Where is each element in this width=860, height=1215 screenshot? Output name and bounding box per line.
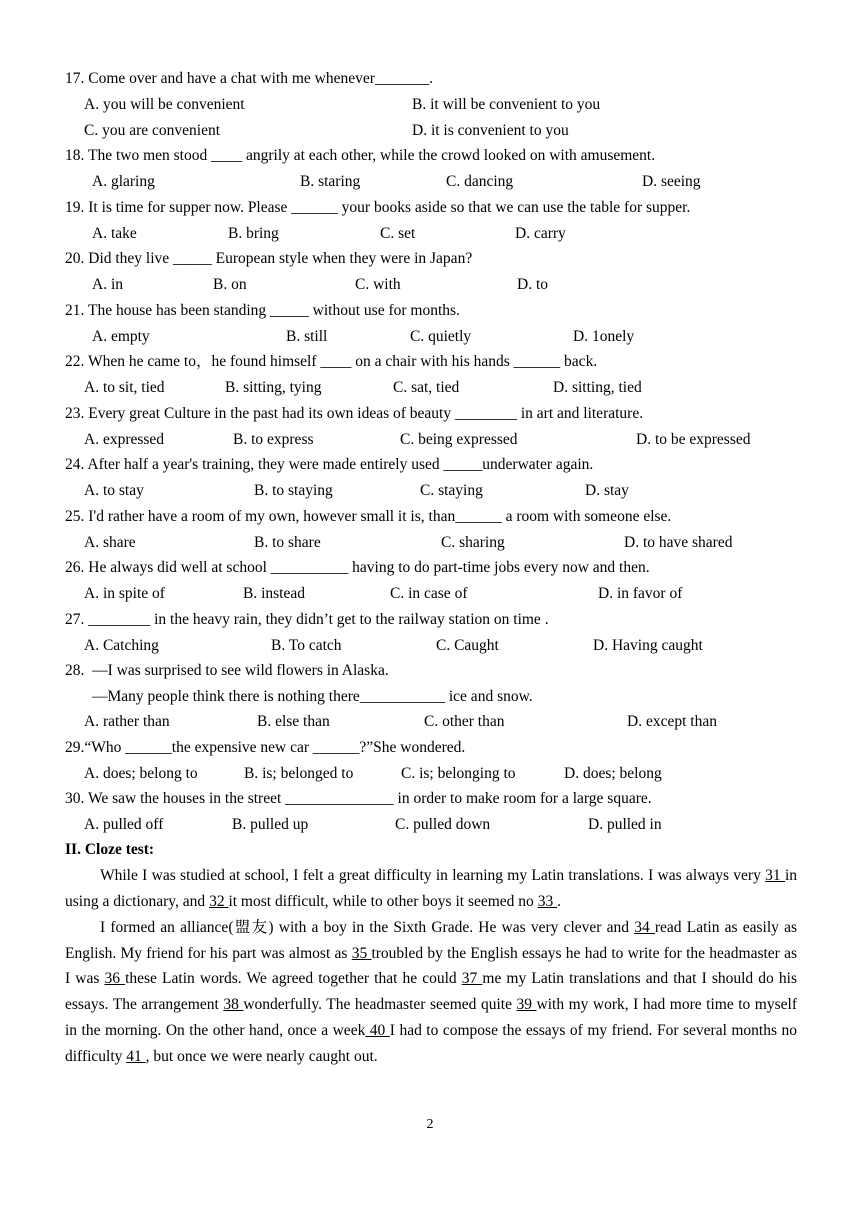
- cloze-heading: II. Cloze test:: [65, 841, 155, 858]
- question-22-stem: 22. When he came to，he found himself ____ on a chair with his hands ______ back.: [65, 353, 598, 370]
- question-18-stem: 18. The two men stood ____ angrily at each other, while the crowd looked on with amusement.: [65, 147, 656, 164]
- question-24-option-a: A. to stay: [84, 482, 144, 499]
- question-20-option-a: A. in: [92, 276, 123, 293]
- cloze-paragraph-2: [65, 915, 797, 1069]
- cloze-text: it most difficult, while to other boys it seemed no: [228, 892, 538, 910]
- cloze-text: I formed an alliance(盟友) with a boy in the Sixth Grade. He was very clever and: [100, 919, 635, 936]
- question-28-option-d: D. except than: [627, 713, 717, 730]
- cloze-text: read Latin as easily as English. My friend for his part was almost as: [65, 919, 798, 962]
- question-23-option-a: A. expressed: [84, 431, 165, 448]
- blank-32: 32: [209, 892, 229, 910]
- question-28-option-c: C. other than: [424, 713, 505, 730]
- cloze-text: troubled by the English essays he had to write for the headmaster as I was: [65, 944, 798, 988]
- question-26-option-c: C. in case of: [390, 585, 468, 602]
- question-19-option-b: B. bring: [228, 225, 279, 242]
- question-30-option-b: B. pulled up: [232, 816, 309, 833]
- question-17-option-b: B. it will be convenient to you: [412, 96, 601, 113]
- question-27-option-d: D. Having caught: [593, 637, 703, 654]
- question-25-option-c: C. sharing: [441, 534, 505, 551]
- cloze-text: in using a dictionary, and: [65, 867, 798, 910]
- question-28-stem: 28. —I was surprised to see wild flowers in Alaska.: [65, 662, 389, 679]
- cloze-text: wonderfully. The headmaster seemed quite: [243, 996, 517, 1014]
- cloze-text: , but once we were nearly caught out.: [145, 1047, 378, 1065]
- blank-37: 37: [461, 970, 483, 988]
- blank-33: 33: [537, 892, 558, 910]
- question-23-option-c: C. being expressed: [400, 431, 518, 448]
- question-18-option-d: D. seeing: [642, 173, 701, 190]
- question-17-option-d: D. it is convenient to you: [412, 122, 569, 139]
- question-28-option-b: B. else than: [257, 713, 330, 730]
- question-28-option-a: A. rather than: [84, 713, 170, 730]
- question-27-stem: 27. ________ in the heavy rain, they didn’t get to the railway station on time .: [65, 611, 549, 628]
- blank-39: 39: [516, 996, 537, 1014]
- cloze-text: While I was studied at school, I felt a great difficulty in learning my Latin translations. I was always very: [100, 867, 766, 884]
- page-number: 2: [426, 1117, 434, 1132]
- question-24-option-d: D. stay: [585, 482, 629, 499]
- question-25-option-b: B. to share: [254, 534, 321, 551]
- blank-36: 36: [104, 970, 126, 988]
- question-26-option-b: B. instead: [243, 585, 305, 602]
- question-29-option-d: D. does; belong: [564, 765, 662, 782]
- blank-31: 31: [765, 867, 785, 884]
- question-30-stem: 30. We saw the houses in the street ______________ in order to make room for a large square.: [65, 790, 652, 807]
- question-18-option-b: B. staring: [300, 173, 361, 190]
- question-21-option-c: C. quietly: [410, 328, 472, 345]
- question-19-option-a: A. take: [92, 225, 137, 242]
- question-20-option-b: B. on: [213, 276, 247, 293]
- question-18-option-c: C. dancing: [446, 173, 514, 190]
- question-30-option-c: C. pulled down: [395, 816, 491, 833]
- cloze-text: I had to compose the essays of my friend. For several months no difficulty: [65, 1021, 798, 1065]
- question-22-option-c: C. sat, tied: [393, 379, 460, 396]
- question-29-option-a: A. does; belong to: [84, 765, 198, 782]
- question-22-option-b: B. sitting, tying: [225, 379, 322, 396]
- question-27-option-a: A. Catching: [84, 637, 159, 654]
- question-17-option-a: A. you will be convenient: [84, 96, 245, 113]
- blank-41: 41: [126, 1047, 146, 1065]
- question-27-option-b: B. To catch: [271, 637, 342, 654]
- question-18-option-a: A. glaring: [92, 173, 155, 190]
- question-21-stem: 21. The house has been standing _____ without use for months.: [65, 302, 460, 319]
- question-24-stem: 24. After half a year's training, they were made entirely used _____underwater again.: [65, 456, 594, 473]
- question-17-option-c: C. you are convenient: [84, 122, 221, 139]
- question-19-option-d: D. carry: [515, 225, 566, 242]
- cloze-paragraph-1: [65, 863, 797, 914]
- question-26-option-d: D. in favor of: [598, 585, 683, 602]
- question-21-option-a: A. empty: [92, 328, 150, 345]
- question-21-option-b: B. still: [286, 328, 328, 345]
- question-28-stem-reply: —Many people think there is nothing there___________ ice and snow.: [92, 688, 533, 705]
- question-23-stem: 23. Every great Culture in the past had its own ideas of beauty ________ in art and literature.: [65, 405, 644, 422]
- question-19-option-c: C. set: [380, 225, 416, 242]
- blank-35: 35: [351, 944, 372, 962]
- question-26-option-a: A. in spite of: [84, 585, 165, 602]
- blank-34: 34: [634, 919, 655, 936]
- question-21-option-d: D. 1onely: [573, 328, 635, 345]
- question-20-stem: 20. Did they live _____ European style when they were in Japan?: [65, 250, 473, 267]
- cloze-text: these Latin words. We agreed together that he could: [125, 970, 462, 988]
- question-20-option-c: C. with: [355, 276, 401, 293]
- cloze-text: me my Latin translations and that I should do his essays. The arrangement: [65, 970, 797, 1014]
- question-26-stem: 26. He always did well at school __________ having to do part-time jobs every now and then.: [65, 559, 650, 576]
- question-24-option-c: C. staying: [420, 482, 483, 499]
- question-29-stem: 29.“Who ______the expensive new car ______?”She wondered.: [65, 739, 466, 756]
- question-30-option-a: A. pulled off: [84, 816, 164, 833]
- question-22-option-d: D. sitting, tied: [553, 379, 642, 396]
- question-17-stem: 17. Come over and have a chat with me whenever_______.: [65, 70, 434, 87]
- question-25-option-d: D. to have shared: [624, 534, 733, 551]
- question-19-stem: 19. It is time for supper now. Please ______ your books aside so that we can use the table for supper.: [65, 199, 691, 216]
- question-29-option-c: C. is; belonging to: [401, 765, 516, 782]
- question-25-option-a: A. share: [84, 534, 136, 551]
- question-24-option-b: B. to staying: [254, 482, 333, 499]
- question-22-option-a: A. to sit, tied: [84, 379, 165, 396]
- question-23-option-b: B. to express: [233, 431, 314, 448]
- question-25-stem: 25. I'd rather have a room of my own, however small it is, than______ a room with someone else.: [65, 508, 672, 525]
- blank-38: 38: [223, 996, 244, 1014]
- question-23-option-d: D. to be expressed: [636, 431, 751, 448]
- question-29-option-b: B. is; belonged to: [244, 765, 354, 782]
- question-20-option-d: D. to: [517, 276, 548, 293]
- question-30-option-d: D. pulled in: [588, 816, 662, 833]
- cloze-text: with my work, I had more time to myself in the morning. On the other hand, once a week: [65, 996, 797, 1039]
- blank-40: 40: [365, 1021, 390, 1039]
- question-27-option-c: C. Caught: [436, 637, 499, 654]
- cloze-text: .: [557, 892, 561, 910]
